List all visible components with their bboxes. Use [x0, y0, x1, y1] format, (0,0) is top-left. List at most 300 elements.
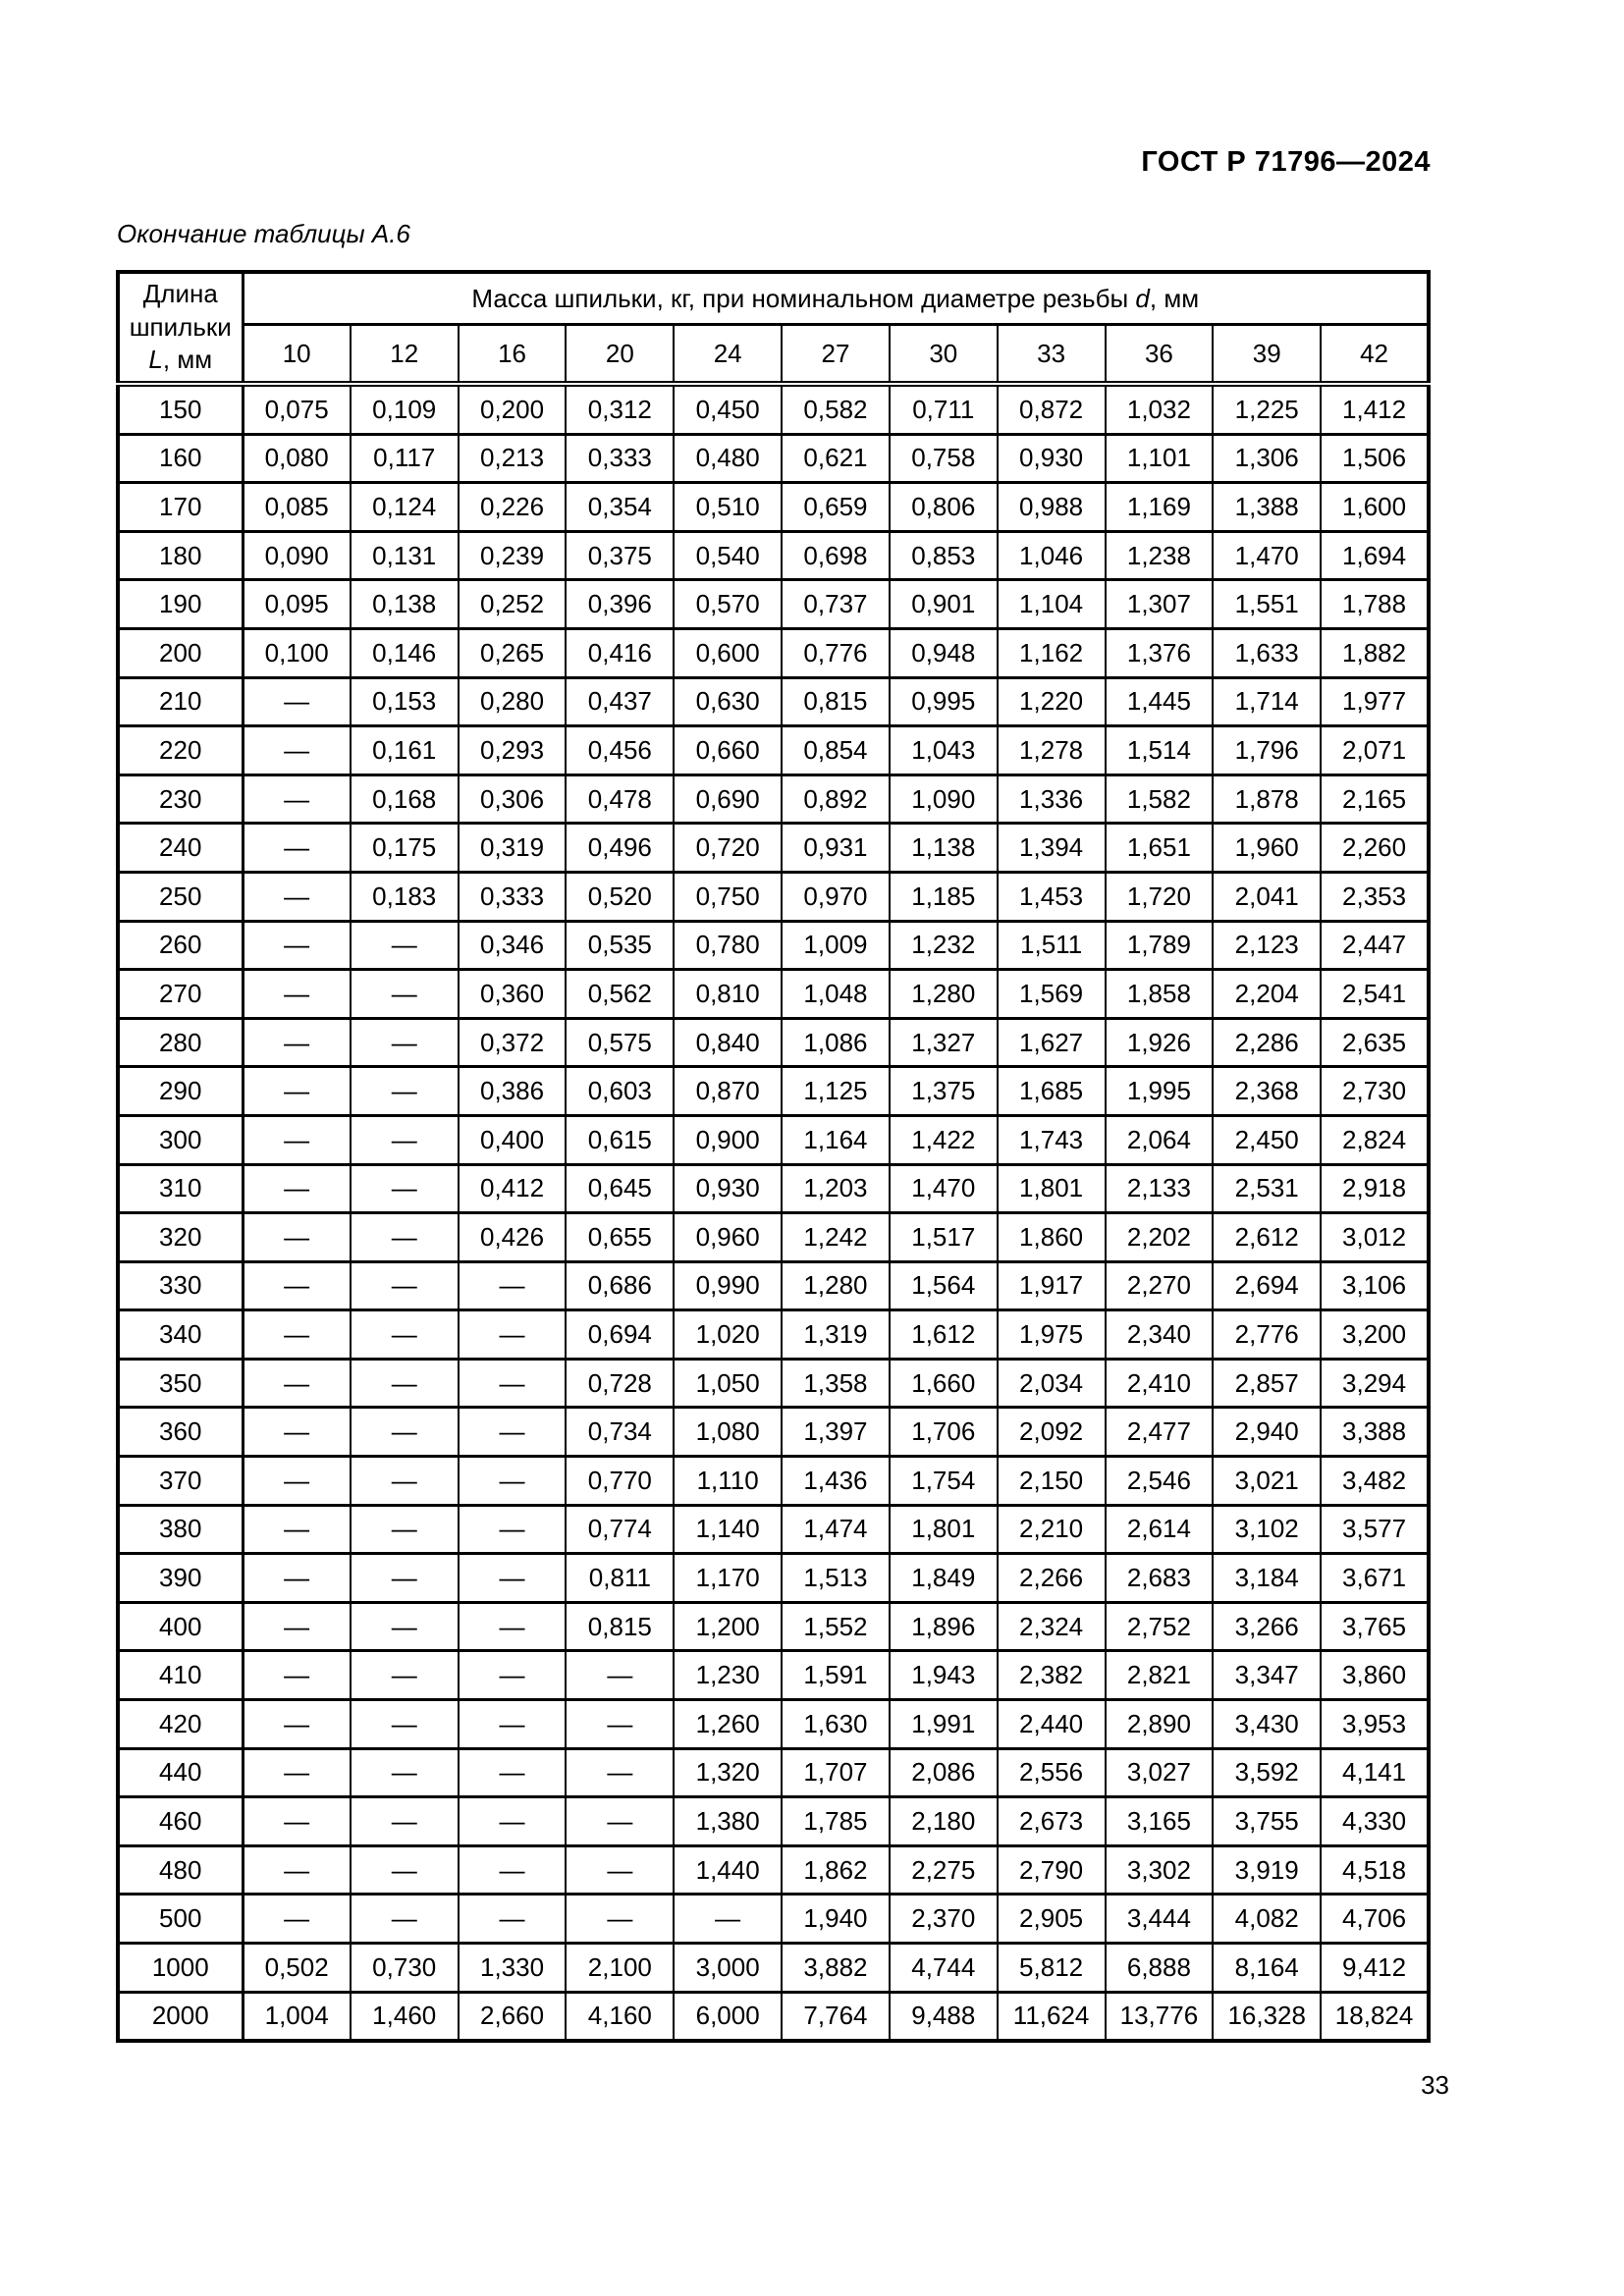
mass-value-cell: 1,743 [998, 1115, 1106, 1164]
mass-value-cell: 2,447 [1321, 921, 1429, 970]
mass-value-cell: 3,347 [1213, 1651, 1321, 1700]
mass-value-cell: 0,109 [351, 384, 459, 434]
mass-value-cell: 0,346 [459, 921, 567, 970]
mass-value-cell: 1,080 [674, 1408, 782, 1457]
length-header-line1: Длина [142, 278, 218, 308]
mass-value-cell: 1,754 [890, 1457, 998, 1506]
mass-value-cell: 2,541 [1321, 970, 1429, 1019]
mass-value-cell: 0,213 [459, 434, 567, 483]
mass-value-cell: 1,242 [782, 1213, 890, 1262]
mass-value-cell: 8,164 [1213, 1944, 1321, 1993]
mass-value-cell: 1,943 [890, 1651, 998, 1700]
mass-value-cell: 2,210 [998, 1505, 1106, 1554]
length-unit: , мм [162, 345, 213, 375]
mass-value-cell: 4,518 [1321, 1845, 1429, 1895]
mass-value-cell: 3,200 [1321, 1310, 1429, 1360]
mass-value-cell: 0,095 [243, 580, 351, 629]
stud-length-cell: 150 [118, 384, 243, 434]
mass-value-cell: 0,737 [782, 580, 890, 629]
stud-length-cell: 330 [118, 1261, 243, 1310]
mass-value-cell: 0,161 [351, 726, 459, 775]
mass-value-cell: 3,882 [782, 1944, 890, 1993]
mass-value-cell: 1,460 [351, 1992, 459, 2041]
mass-value-cell: 0,075 [243, 384, 351, 434]
mass-value-cell: — [351, 1700, 459, 1749]
length-symbol: L [148, 345, 163, 375]
mass-value-cell: — [459, 1457, 567, 1506]
mass-value-cell: 0,319 [459, 824, 567, 873]
mass-value-cell: 1,394 [998, 824, 1106, 873]
mass-value-cell: 2,857 [1213, 1359, 1321, 1408]
mass-value-cell: 1,046 [998, 531, 1106, 580]
mass-value-cell: — [459, 1797, 567, 1846]
mass-value-cell: 1,582 [1106, 774, 1214, 824]
mass-value-cell: — [351, 1554, 459, 1603]
mass-value-cell: 0,437 [566, 677, 674, 726]
mass-value-cell: — [351, 1457, 459, 1506]
mass-value-cell: 3,444 [1106, 1895, 1214, 1944]
mass-value-cell: — [351, 1067, 459, 1116]
mass-value-cell: 1,225 [1213, 384, 1321, 434]
mass-value-cell: 2,660 [459, 1992, 567, 2041]
diameter-column-header: 42 [1321, 325, 1429, 385]
table-header [118, 272, 1429, 384]
mass-value-cell: 2,370 [890, 1895, 998, 1944]
stud-length-cell: 170 [118, 483, 243, 532]
mass-value-cell: 2,450 [1213, 1115, 1321, 1164]
table-row [118, 1457, 1429, 1506]
mass-value-cell: 0,375 [566, 531, 674, 580]
mass-value-cell: 1,043 [890, 726, 998, 775]
mass-value-cell: — [243, 1115, 351, 1164]
diameter-column-header: 39 [1213, 325, 1321, 385]
mass-value-cell: 1,048 [782, 970, 890, 1019]
table-row [118, 1310, 1429, 1360]
table-row [118, 1845, 1429, 1895]
mass-value-cell: 1,319 [782, 1310, 890, 1360]
stud-length-cell: 250 [118, 872, 243, 921]
mass-value-cell: 1,651 [1106, 824, 1214, 873]
mass-value-cell: 0,815 [566, 1602, 674, 1651]
mass-value-cell: 0,655 [566, 1213, 674, 1262]
mass-value-cell: 1,445 [1106, 677, 1214, 726]
diameter-column-header: 16 [459, 325, 567, 385]
mass-value-cell: 0,990 [674, 1261, 782, 1310]
mass-value-cell: 2,034 [998, 1359, 1106, 1408]
mass-value-cell: 2,730 [1321, 1067, 1429, 1116]
stud-length-cell: 2000 [118, 1992, 243, 2041]
mass-value-cell: 3,021 [1213, 1457, 1321, 1506]
mass-value-cell: 1,706 [890, 1408, 998, 1457]
mass-value-cell: 0,603 [566, 1067, 674, 1116]
mass-value-cell: 1,862 [782, 1845, 890, 1895]
mass-value-cell: 0,570 [674, 580, 782, 629]
stud-length-cell: 480 [118, 1845, 243, 1895]
mass-value-cell: 4,744 [890, 1944, 998, 1993]
stud-length-cell: 420 [118, 1700, 243, 1749]
mass-value-cell: 13,776 [1106, 1992, 1214, 2041]
mass-value-cell: — [243, 1164, 351, 1213]
mass-value-cell: 1,009 [782, 921, 890, 970]
mass-value-cell: 3,294 [1321, 1359, 1429, 1408]
mass-value-cell: 2,918 [1321, 1164, 1429, 1213]
mass-value-cell: — [459, 1700, 567, 1749]
mass-value-cell: 0,870 [674, 1067, 782, 1116]
mass-value-cell: 1,086 [782, 1018, 890, 1067]
mass-value-cell: — [351, 1261, 459, 1310]
mass-value-cell: 1,600 [1321, 483, 1429, 532]
mass-value-cell: 0,510 [674, 483, 782, 532]
mass-value-cell: 0,496 [566, 824, 674, 873]
mass-value-cell: — [351, 1115, 459, 1164]
mass-value-cell: 2,202 [1106, 1213, 1214, 1262]
mass-value-cell: — [351, 1845, 459, 1895]
mass-value-cell: — [459, 1895, 567, 1944]
table-row [118, 1164, 1429, 1213]
table-row [118, 824, 1429, 873]
mass-value-cell: — [459, 1748, 567, 1797]
table-row [118, 483, 1429, 532]
mass-value-cell: 0,502 [243, 1944, 351, 1993]
mass-value-cell: — [566, 1845, 674, 1895]
mass-value-cell: 1,436 [782, 1457, 890, 1506]
diameter-column-header: 33 [998, 325, 1106, 385]
mass-value-cell: 3,482 [1321, 1457, 1429, 1506]
mass-header-prefix: Масса шпильки, кг, при номинальном диаметре резьбы [471, 283, 1136, 313]
mass-value-cell: 1,104 [998, 580, 1106, 629]
table-row [118, 1748, 1429, 1797]
mass-value-cell: 0,948 [890, 628, 998, 677]
mass-value-cell: — [351, 1797, 459, 1846]
table-row [118, 1797, 1429, 1846]
mass-value-cell: 2,477 [1106, 1408, 1214, 1457]
mass-value-cell: 0,615 [566, 1115, 674, 1164]
mass-value-cell: — [243, 1213, 351, 1262]
mass-value-cell: 0,226 [459, 483, 567, 532]
stud-length-cell: 300 [118, 1115, 243, 1164]
mass-value-cell: 3,302 [1106, 1845, 1214, 1895]
mass-value-cell: 2,824 [1321, 1115, 1429, 1164]
mass-value-cell: 1,707 [782, 1748, 890, 1797]
mass-value-cell: — [243, 1408, 351, 1457]
mass-value-cell: 3,671 [1321, 1554, 1429, 1603]
mass-value-cell: 1,125 [782, 1067, 890, 1116]
mass-value-cell: 1,714 [1213, 677, 1321, 726]
mass-value-cell: 1,358 [782, 1359, 890, 1408]
mass-value-cell: 0,815 [782, 677, 890, 726]
mass-value-cell: 1,720 [1106, 872, 1214, 921]
mass-value-cell: 1,453 [998, 872, 1106, 921]
mass-value-cell: — [566, 1651, 674, 1700]
mass-value-cell: — [351, 1310, 459, 1360]
mass-value-cell: 0,412 [459, 1164, 567, 1213]
mass-value-cell: 1,280 [782, 1261, 890, 1310]
mass-value-cell: 1,896 [890, 1602, 998, 1651]
mass-value-cell: 1,551 [1213, 580, 1321, 629]
mass-value-cell: 0,901 [890, 580, 998, 629]
mass-value-cell: 2,790 [998, 1845, 1106, 1895]
mass-value-cell: 2,133 [1106, 1164, 1214, 1213]
stud-length-cell: 320 [118, 1213, 243, 1262]
mass-value-cell: 1,926 [1106, 1018, 1214, 1067]
mass-value-cell: 1,230 [674, 1651, 782, 1700]
mass-value-cell: 1,380 [674, 1797, 782, 1846]
mass-value-cell: 0,478 [566, 774, 674, 824]
mass-value-cell: — [351, 1895, 459, 1944]
mass-value-cell: 1,878 [1213, 774, 1321, 824]
mass-value-cell: — [243, 1457, 351, 1506]
mass-value-cell: 0,995 [890, 677, 998, 726]
mass-value-cell: 0,872 [998, 384, 1106, 434]
mass-value-cell: — [243, 1505, 351, 1554]
mass-value-cell: 1,306 [1213, 434, 1321, 483]
mass-value-cell: — [459, 1505, 567, 1554]
mass-value-cell: 1,101 [1106, 434, 1214, 483]
table-row [118, 774, 1429, 824]
mass-value-cell: 3,860 [1321, 1651, 1429, 1700]
mass-value-cell: 1,164 [782, 1115, 890, 1164]
mass-value-cell: — [459, 1408, 567, 1457]
mass-value-cell: 0,582 [782, 384, 890, 434]
diameter-column-header: 10 [243, 325, 351, 385]
mass-value-cell: 3,012 [1321, 1213, 1429, 1262]
mass-value-cell: 2,041 [1213, 872, 1321, 921]
mass-value-cell: 1,694 [1321, 531, 1429, 580]
mass-value-cell: 1,327 [890, 1018, 998, 1067]
mass-value-cell: 2,270 [1106, 1261, 1214, 1310]
length-header-cell [118, 272, 243, 384]
table-row [118, 1505, 1429, 1554]
mass-value-cell: 2,340 [1106, 1310, 1214, 1360]
stud-length-cell: 290 [118, 1067, 243, 1116]
mass-value-cell: 1,470 [890, 1164, 998, 1213]
mass-value-cell: 0,085 [243, 483, 351, 532]
mass-value-cell: 5,812 [998, 1944, 1106, 1993]
mass-value-cell: 1,169 [1106, 483, 1214, 532]
mass-value-cell: 0,774 [566, 1505, 674, 1554]
mass-value-cell: 1,020 [674, 1310, 782, 1360]
diameter-header-row [118, 325, 1429, 385]
stud-length-cell: 380 [118, 1505, 243, 1554]
mass-value-cell: 3,755 [1213, 1797, 1321, 1846]
mass-value-cell: 1,110 [674, 1457, 782, 1506]
mass-value-cell: — [243, 970, 351, 1019]
mass-value-cell: 4,160 [566, 1992, 674, 2041]
stud-length-cell: 220 [118, 726, 243, 775]
mass-value-cell: 3,953 [1321, 1700, 1429, 1749]
mass-value-cell: 2,673 [998, 1797, 1106, 1846]
mass-value-cell: 0,659 [782, 483, 890, 532]
mass-value-cell: 0,360 [459, 970, 567, 1019]
mass-value-cell: 2,071 [1321, 726, 1429, 775]
mass-value-cell: 3,027 [1106, 1748, 1214, 1797]
mass-value-cell: 0,970 [782, 872, 890, 921]
mass-value-cell: — [459, 1602, 567, 1651]
mass-value-cell: 1,138 [890, 824, 998, 873]
mass-value-cell: 1,203 [782, 1164, 890, 1213]
mass-value-cell: — [243, 1700, 351, 1749]
stud-length-cell: 280 [118, 1018, 243, 1067]
mass-value-cell: 2,614 [1106, 1505, 1214, 1554]
mass-value-cell: 1,170 [674, 1554, 782, 1603]
mass-value-cell: — [351, 1359, 459, 1408]
mass-value-cell: 1,552 [782, 1602, 890, 1651]
mass-value-cell: 0,090 [243, 531, 351, 580]
mass-value-cell: 16,328 [1213, 1992, 1321, 2041]
stud-length-cell: 400 [118, 1602, 243, 1651]
mass-value-cell: 3,266 [1213, 1602, 1321, 1651]
mass-value-cell: 1,660 [890, 1359, 998, 1408]
mass-value-cell: — [351, 1018, 459, 1067]
mass-value-cell: 0,080 [243, 434, 351, 483]
stud-length-cell: 340 [118, 1310, 243, 1360]
mass-value-cell: 2,266 [998, 1554, 1106, 1603]
mass-value-cell: 1,397 [782, 1408, 890, 1457]
mass-table-body [118, 384, 1429, 2041]
mass-value-cell: 1,388 [1213, 483, 1321, 532]
mass-value-cell: 1,422 [890, 1115, 998, 1164]
mass-value-cell: 0,690 [674, 774, 782, 824]
mass-value-cell: 2,150 [998, 1457, 1106, 1506]
mass-value-cell: — [243, 1554, 351, 1603]
mass-value-cell: 9,412 [1321, 1944, 1429, 1993]
mass-value-cell: 0,811 [566, 1554, 674, 1603]
mass-value-cell: — [566, 1797, 674, 1846]
length-header-line2: шпильки [129, 311, 232, 342]
mass-value-cell: 0,694 [566, 1310, 674, 1360]
mass-value-cell: 0,333 [459, 872, 567, 921]
mass-value-cell: 1,200 [674, 1602, 782, 1651]
mass-value-cell: 0,575 [566, 1018, 674, 1067]
page-number: 33 [1421, 2070, 1449, 2100]
diameter-column-header: 30 [890, 325, 998, 385]
mass-value-cell: 1,511 [998, 921, 1106, 970]
mass-value-cell: 1,336 [998, 774, 1106, 824]
mass-value-cell: 0,117 [351, 434, 459, 483]
mass-value-cell: 0,153 [351, 677, 459, 726]
mass-value-cell: 0,426 [459, 1213, 567, 1262]
table-row [118, 531, 1429, 580]
mass-value-cell: — [566, 1748, 674, 1797]
mass-value-cell: 0,645 [566, 1164, 674, 1213]
mass-value-cell: — [459, 1359, 567, 1408]
mass-value-cell: 2,123 [1213, 921, 1321, 970]
mass-value-cell: 0,930 [674, 1164, 782, 1213]
stud-length-cell: 210 [118, 677, 243, 726]
mass-value-cell: 6,000 [674, 1992, 782, 2041]
mass-value-cell: 4,082 [1213, 1895, 1321, 1944]
stud-length-cell: 500 [118, 1895, 243, 1944]
table-row [118, 384, 1429, 434]
mass-value-cell: 0,806 [890, 483, 998, 532]
mass-value-cell: 1,569 [998, 970, 1106, 1019]
mass-value-cell: 2,821 [1106, 1651, 1214, 1700]
mass-value-cell: 1,977 [1321, 677, 1429, 726]
mass-value-cell: — [243, 921, 351, 970]
mass-value-cell: 1,004 [243, 1992, 351, 2041]
table-row [118, 628, 1429, 677]
mass-value-cell: 1,960 [1213, 824, 1321, 873]
mass-value-cell: 2,353 [1321, 872, 1429, 921]
mass-value-cell: — [243, 1261, 351, 1310]
mass-value-cell: 1,032 [1106, 384, 1214, 434]
mass-value-cell: — [351, 1164, 459, 1213]
diameter-symbol: d [1135, 283, 1150, 313]
mass-value-cell: 3,592 [1213, 1748, 1321, 1797]
mass-value-cell: 0,183 [351, 872, 459, 921]
mass-value-cell: 0,770 [566, 1457, 674, 1506]
mass-value-cell: 2,064 [1106, 1115, 1214, 1164]
table-row [118, 434, 1429, 483]
mass-value-cell: 3,388 [1321, 1408, 1429, 1457]
mass-value-cell: 1,140 [674, 1505, 782, 1554]
mass-value-cell: — [351, 1602, 459, 1651]
mass-value-cell: 1,858 [1106, 970, 1214, 1019]
mass-value-cell: 1,975 [998, 1310, 1106, 1360]
length-header-line3 [120, 344, 242, 377]
mass-value-cell: 1,513 [782, 1554, 890, 1603]
stud-length-cell: 270 [118, 970, 243, 1019]
mass-value-cell: 0,750 [674, 872, 782, 921]
table-row [118, 1554, 1429, 1603]
mass-value-cell: 0,175 [351, 824, 459, 873]
mass-value-cell: 2,368 [1213, 1067, 1321, 1116]
mass-value-cell: 0,456 [566, 726, 674, 775]
mass-value-cell: 3,102 [1213, 1505, 1321, 1554]
mass-value-cell: 0,312 [566, 384, 674, 434]
mass-value-cell: 2,635 [1321, 1018, 1429, 1067]
mass-value-cell: 3,577 [1321, 1505, 1429, 1554]
mass-value-cell: 2,100 [566, 1944, 674, 1993]
mass-value-cell: 1,375 [890, 1067, 998, 1116]
stud-length-cell: 230 [118, 774, 243, 824]
mass-value-cell: 0,168 [351, 774, 459, 824]
mass-value-cell: 2,905 [998, 1895, 1106, 1944]
mass-value-cell: 0,354 [566, 483, 674, 532]
mass-value-cell: 0,293 [459, 726, 567, 775]
mass-value-cell: 4,706 [1321, 1895, 1429, 1944]
mass-value-cell: 2,776 [1213, 1310, 1321, 1360]
header-row-top [118, 272, 1429, 325]
table-row [118, 1602, 1429, 1651]
mass-value-cell: — [243, 1359, 351, 1408]
mass-value-cell: 0,280 [459, 677, 567, 726]
mass-value-cell: — [351, 1408, 459, 1457]
diameter-column-header: 27 [782, 325, 890, 385]
mass-value-cell: — [351, 1651, 459, 1700]
mass-value-cell: 2,260 [1321, 824, 1429, 873]
mass-value-cell: 2,890 [1106, 1700, 1214, 1749]
mass-value-cell: 1,307 [1106, 580, 1214, 629]
mass-value-cell: — [566, 1895, 674, 1944]
mass-value-cell: 1,630 [782, 1700, 890, 1749]
mass-value-cell: 1,090 [890, 774, 998, 824]
diameter-column-header: 24 [674, 325, 782, 385]
mass-value-cell: 1,633 [1213, 628, 1321, 677]
mass-value-cell: — [243, 774, 351, 824]
mass-value-cell: 0,535 [566, 921, 674, 970]
mass-value-cell: — [243, 726, 351, 775]
mass-value-cell: 1,185 [890, 872, 998, 921]
stud-length-cell: 460 [118, 1797, 243, 1846]
mass-value-cell: 0,780 [674, 921, 782, 970]
mass-value-cell: 1,789 [1106, 921, 1214, 970]
table-row [118, 726, 1429, 775]
mass-value-cell: 0,840 [674, 1018, 782, 1067]
mass-value-cell: 1,260 [674, 1700, 782, 1749]
mass-value-cell: 18,824 [1321, 1992, 1429, 2041]
mass-value-cell: 7,764 [782, 1992, 890, 2041]
